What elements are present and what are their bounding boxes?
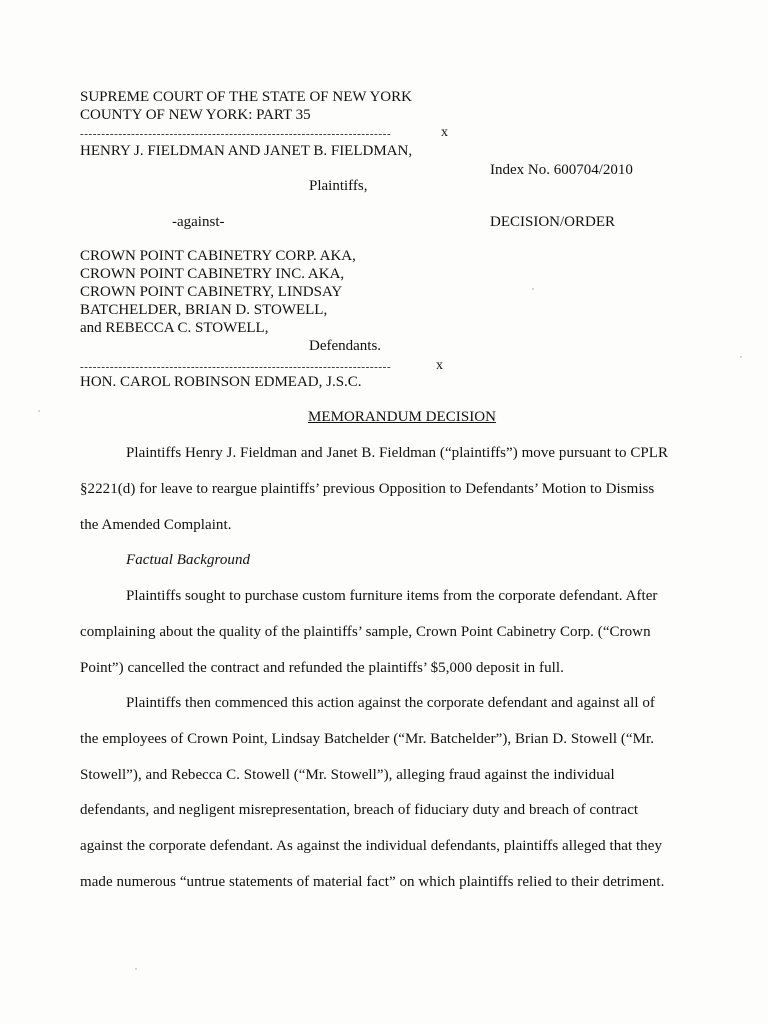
scan-speck: [740, 356, 742, 358]
defendant-line: CROWN POINT CABINETRY, LINDSAY: [80, 284, 343, 300]
judge-name: HON. CAROL ROBINSON EDMEAD, J.S.C.: [80, 374, 362, 390]
decision-type: DECISION/ORDER: [490, 214, 616, 230]
paragraph-line: Plaintiffs Henry J. Fieldman and Janet B. Fieldman (“plaintiffs”) move pursuant to CPLR: [126, 445, 669, 461]
paragraph-line: §2221(d) for leave to reargue plaintiffs’ previous Opposition to Defendants’ Motion to Dismiss: [80, 481, 655, 497]
defendant-line: BATCHELDER, BRIAN D. STOWELL,: [80, 302, 328, 318]
court-county-part: COUNTY OF NEW YORK: PART 35: [80, 107, 311, 123]
defendants-role: Defendants.: [309, 338, 382, 354]
caption-divider-bottom: -------------------------------------------------------------------------: [80, 361, 392, 373]
scan-speck: [135, 968, 137, 970]
paragraph-line: made numerous “untrue statements of material fact” on which plaintiffs relied to their detriment.: [80, 874, 665, 890]
paragraph-line: Plaintiffs sought to purchase custom furniture items from the corporate defendant. After: [126, 588, 658, 604]
caption-divider-top: -------------------------------------------------------------------------: [80, 128, 392, 140]
court-name: SUPREME COURT OF THE STATE OF NEW YORK: [80, 89, 412, 105]
defendant-line: CROWN POINT CABINETRY CORP. AKA,: [80, 248, 356, 264]
paragraph-line: the employees of Crown Point, Lindsay Batchelder (“Mr. Batchelder”), Brian D. Stowell (“Mr.: [80, 731, 654, 747]
paragraph-line: defendants, and negligent misrepresentation, breach of fiduciary duty and breach of contract: [80, 802, 639, 818]
memorandum-heading: MEMORANDUM DECISION: [308, 409, 497, 425]
scan-speck: [38, 410, 40, 412]
caption-divider-top-end: x: [441, 125, 448, 140]
defendant-line: and REBECCA C. STOWELL,: [80, 320, 269, 336]
defendant-line: CROWN POINT CABINETRY INC. AKA,: [80, 266, 345, 282]
paragraph-line: the Amended Complaint.: [80, 517, 232, 533]
factual-background-heading: Factual Background: [126, 552, 251, 568]
plaintiffs-names: HENRY J. FIELDMAN AND JANET B. FIELDMAN,: [80, 143, 413, 159]
scan-speck: [532, 288, 534, 290]
caption-divider-bottom-end: x: [436, 358, 443, 373]
plaintiffs-role: Plaintiffs,: [309, 178, 368, 194]
paragraph-line: complaining about the quality of the plaintiffs’ sample, Crown Point Cabinetry Corp. (“Crown: [80, 624, 651, 640]
paragraph-line: Point”) cancelled the contract and refunded the plaintiffs’ $5,000 deposit in full.: [80, 660, 564, 676]
paragraph-line: Stowell”), and Rebecca C. Stowell (“Mr. Stowell”), alleging fraud against the individual: [80, 767, 615, 783]
paragraph-line: against the corporate defendant. As against the individual defendants, plaintiffs alleged that they: [80, 838, 662, 854]
index-number: Index No. 600704/2010: [490, 162, 633, 178]
paragraph-line: Plaintiffs then commenced this action against the corporate defendant and against all of: [126, 695, 655, 711]
against-label: -against-: [172, 214, 225, 230]
